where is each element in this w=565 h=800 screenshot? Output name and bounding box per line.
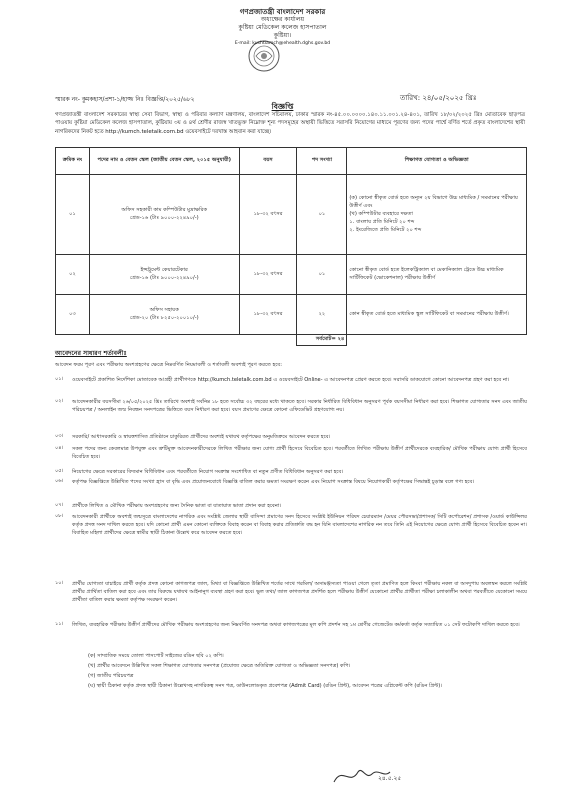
- condition-text: আবেদনকারীর বয়সসীমা ২৬/০৫/২০২৫ খ্রিঃ তারিখে অবশ্যই সর্বনিম্ন ১৮ হতে সর্বোচ্চ ৩২ বছরের মধ্যে থাকতে হবে। সরকার নির্ধারিত বিধিবিধান অনুসরণ পূর্বক বয়সসীমা নির্ধারণ করা হবে। শিক্ষাগত যোগ্যতার সনদ এবং জাতীয় পরিচয়পত্র / অনলাইন জন্ম নিবন্ধন সনদপত্রের ভিত্তিতে বয়স নির্ধারণ করা হবে। বয়স প্রমাণের ক্ষেত্রে কোনো এফিডেভিট গ্রহণযোগ্য নয়।: [72, 399, 527, 414]
- post-grade: গ্রেড-১৬ (টাঃ ৯০০০-২২৪৯০/-): [129, 274, 199, 281]
- col-serial: ক্রমিক নং: [56, 148, 90, 175]
- cell-age: ১৮-৩২ বৎসর: [239, 175, 297, 255]
- condition-number: ০৮।: [55, 513, 64, 519]
- cell-count: ২২: [297, 295, 347, 335]
- condition-text: সরকারি/ আধাসরকারি ও স্বায়ত্তশাসিত প্রতিষ্ঠানে চাকুরিরত প্রার্থীদের অবশ্যই যথাযথ কর্তৃপক্ষের অনুমতিক্রমে আবেদন করতে হবে।: [72, 434, 331, 440]
- cell-post: [89, 255, 239, 295]
- qual-line: ১. বাংলায় প্রতি মিনিটে ২০ শব্দ: [349, 218, 415, 225]
- qual-line: (খ) কম্পিউটার ব্যবহারে দক্ষতা: [349, 210, 413, 217]
- cell-count: ০১: [297, 255, 347, 295]
- total-value: ২৪: [337, 336, 345, 342]
- qual-line: (ক) কোনো স্বীকৃত বোর্ড হতে অন্যূন ২য় বিভাগে উচ্চ মাধ্যমিক / সমমানের পরীক্ষায় উত্তীর্ণ এবং: [349, 194, 518, 209]
- condition-number: ১০।: [55, 580, 64, 586]
- post-name: ইন্সট্রুমেন্ট কেয়ারটেকার: [140, 266, 188, 273]
- condition-text: ওয়েবসাইটে প্রকাশিত নির্দেশিকা মোতাবেক আগ্রহী প্রার্থীগণকে http://kumch.teletalk.com.bd এ ওয়েবসাইটে Online- এ আবেদনপত্র প্রেরণ করতে হবে। সরাসরি ডাকযোগে কোনো আবেদনপত্র গ্রহণ করা হবে না।: [72, 377, 510, 383]
- condition-number: ১১।: [55, 621, 64, 627]
- cell-serial: ০২: [56, 255, 90, 295]
- post-grade: গ্রেড-১৬ (টাঃ ৯০০০-২২৪৯০/-): [129, 214, 199, 221]
- table-row: [56, 295, 527, 335]
- cell-post: [89, 295, 239, 335]
- document-requirement: (খ) প্রার্থীর আবেদনে উল্লিখিত সকল শিক্ষাগত যোগ্যতার সনদপত্র (প্রযোজ্য ক্ষেত্রে অতিরিক্ত যোগ্যতা ও অভিজ্ঞতা সনদপত্র) কপি।: [88, 663, 351, 669]
- header-line2: অধ্যক্ষের কার্যালয়: [260, 16, 305, 23]
- condition-text: প্রার্থীকে লিখিত ও মৌখিক পরীক্ষায় অংশগ্রহণের জন্য দৈনিক ভাতা বা যাতায়াত ভাতা প্রদান করা হবেনা।: [72, 503, 282, 509]
- condition-number: ০৪।: [55, 445, 64, 451]
- cell-age: ১৮-৩২ বৎসর: [239, 255, 297, 295]
- cell-qual: [347, 175, 527, 255]
- qual-line: ২. ইংরেজিতে প্রতি মিনিটে ২০ শব্দ: [349, 226, 422, 233]
- post-name: অফিস সহায়ক: [149, 306, 179, 313]
- condition-number: ০৬।: [55, 478, 64, 484]
- qual-line: কোনো স্বীকৃত বোর্ড হতে ইলেকট্রিক্যাল বা মেকানিক্যাল ট্রেডে উচ্চ মাধ্যমিক সার্টিফিকেট (ভোকেশনাল) পরীক্ষায় উত্তীর্ণ: [349, 266, 504, 281]
- document-requirement: (ক) সাম্প্রতিক সময়ে তোলা পাসপোর্ট সাইজের রঙিন ছবি ০২ কপি।: [88, 653, 224, 659]
- cell-serial: ০১: [56, 175, 90, 255]
- document-requirement: (ঘ) স্থায়ী ঠিকানা কর্তৃক প্রদত্ত স্থায়ী ঠিকানা উল্লেখসহ নাগরিকত্ব সনদ পত্র, ডাউনলোডকৃত প্রবেশপত্র (Admit Card) (রঙিন প্রিন্ট), আবেদন পত্রের এপ্লিকেন্ট কপি (রঙিন প্রিন্ট)।: [88, 683, 443, 689]
- notice-title: বিজ্ঞপ্তি: [271, 102, 294, 111]
- table-row: [56, 175, 527, 255]
- table-row: [56, 255, 527, 295]
- post-grade: গ্রেড-২০ (টাঃ ৮২৫০-২০০১০/-): [129, 314, 199, 321]
- cell-serial: ০৩: [56, 295, 90, 335]
- col-count: পদ সংখ্যা: [297, 148, 347, 175]
- table-total-row: [56, 335, 527, 346]
- col-post: পদের নাম ও বেতন স্কেল (জাতীয় বেতন স্কেল, ২০১৫ অনুযায়ী): [89, 148, 239, 175]
- condition-number: ০১।: [55, 376, 64, 382]
- header-line4: কুষ্টিয়া।: [273, 32, 292, 39]
- condition-number: ০৭।: [55, 502, 64, 508]
- header-line3: কুষ্টিয়া মেডিকেল কলেজ হাসপাতাল: [238, 24, 327, 31]
- cell-count: ০১: [297, 175, 347, 255]
- post-name: অফিস সহকারী কাম কম্পিউটার মুদ্রাক্ষরিক: [121, 206, 208, 213]
- condition-number: ০২।: [55, 398, 64, 404]
- condition-text: কর্তৃপক্ষ বিজ্ঞপ্তিতে উল্লিখিত পদের সংখ্যা হ্রাস বা বৃদ্ধি এবং প্রয়োজনবোধে বিজ্ঞপ্তি বাতিল করার ক্ষমতা সংরক্ষণ করেন এবং নিয়োগ সংক্রান্ত বিষয়ে নিয়োগকারী কর্তৃপক্ষের সিদ্ধান্তই চূড়ান্ত বলে গণ্য হবে।: [72, 479, 475, 485]
- condition-text: লিখিত, ব্যবহারিক পরীক্ষায় উত্তীর্ণ প্রার্থীদের মৌখিক পরীক্ষায় অংশগ্রহণের জন্য নিম্নবর্ণিত সনদপত্র অথবা কাগজপত্রের মূল কপি প্রদর্শন সহ ১ম শ্রেণীর গেজেটেড কর্মকর্তা কর্তৃক সত্যায়িত ০১ সেট ফটোকপি দাখিল করতে হবে।: [72, 622, 520, 628]
- conditions-title: আবেদনের সাধারণ শর্তাবলীঃ: [55, 350, 127, 357]
- condition-text: প্রার্থীর যোগ্যতা যাচাইয়ে প্রার্থী কর্তৃক প্রদত্ত কোনো কাগজপত্র জাল, মিথ্যা বা বিজ্ঞপ্তিতে উল্লিখিত শর্তের সাথে গরমিল/ অসামঞ্জস্যতা পাওয়া গেলে তৃতা প্রমাণিত হলে কিংবা পরীক্ষায় নকল বা অসদুপায় অবলম্বন করলে সংশ্লিষ্ট প্রার্থীর প্রার্থিতা বাতিল করা হবে এবং তার বিরুদ্ধে যথাযথ আইনানুগ ব্যবস্থা গ্রহণ করা হবে। ভুল তথ্য/ জাল কাগজপত্র প্রদর্শিত হলে পরীক্ষায় উত্তীর্ণ যেকোনো প্রার্থীর প্রার্থীতা পরীক্ষা চলাকালীন অথবা পরবর্তীতে যেকোনো সময়ে প্রার্থীতা বাতিল করার ক্ষমতা কর্তৃপক্ষ সংরক্ষণ করেন।: [72, 581, 527, 604]
- header-line1: গণপ্রজাতন্ত্রী বাংলাদেশ সরকার: [239, 8, 326, 16]
- cell-age: ১৮-৩২ বৎসর: [239, 295, 297, 335]
- condition-number: ০৫।: [55, 468, 64, 474]
- qual-line: কোন স্বীকৃত বোর্ড হতে মাধ্যমিক স্কুল সার্টিফিকেট বা সমমানের পরীক্ষায় উত্তীর্ণ।: [349, 310, 509, 317]
- condition-text: সকল পদের জন্য কেবলমাত্র উপযুক্ত এবং ত্রুটিমুক্ত আবেদনকারীদেরকে লিখিত পরীক্ষার জন্য যোগ্য প্রার্থী হিসেবে বিবেচিত হবে। পরবর্তীতে লিখিত পরীক্ষায় উত্তীর্ণ প্রার্থীদেরকে ব্যবহারিক/ মৌখিক পরীক্ষায় যোগ্য প্রার্থী হিসেবে বিবেচিত হবে।: [72, 446, 527, 461]
- cell-qual: [347, 255, 527, 295]
- signature-date: ২৪.৫.২৫: [378, 775, 402, 782]
- condition-text: আবেদনকারী প্রার্থীকে অবশ্যই জন্মসূত্রে বাংলাদেশের নাগরিক এবং সংশ্লিষ্ট জেলার স্থায়ী বাসিন্দা প্রমাণের সনদ হিসেবে সংশ্লিষ্ট ইউনিয়ন পরিষদ চেয়ারম্যান /মেয়র পৌরসভা/প্রশাসক/ সিটি কর্পোরেশন/ প্রশাসক /ওয়ার্ড কাউন্সিলর কর্তৃক প্রদত্ত সনদ দাখিল করতে হবে। যদি কোনো প্রার্থী এমন কোনো ব্যক্তিকে বিবাহ করেন বা বিবাহ করার প্রতিশ্রুতি বদ্ধ হন যিনি বাংলাদেশের নাগরিক নন তবে তিনি এই নিয়োগের ক্ষেত্রে যোগ্য প্রার্থী হিসেবে বিবেচিত হবেন না। বিবাহিত মহিলা প্রার্থীদের ক্ষেত্রে স্বামীর স্থায়ী ঠিকানা উল্লেখ করে আবেদন করতে হবে।: [72, 514, 527, 537]
- memo-date: তারিখ: ২৪/০৫/২০২৫ খ্রিঃ: [400, 94, 477, 102]
- table-header-row: [56, 148, 527, 175]
- col-qual: শিক্ষাগত যোগ্যতা ও অভিজ্ঞতা: [347, 148, 527, 175]
- cell-post: [89, 175, 239, 255]
- col-age: বয়স: [239, 148, 297, 175]
- conditions-lead: আবেদন ফরম পূরণ এবং পরীক্ষায় অংশগ্রহণের ক্ষেত্রে নিম্নবর্ণিত নিয়মাবলী ও শর্তাবলী অবশ্যই পূরণ করতে হবে:: [55, 362, 283, 368]
- condition-text: নিয়োগের ক্ষেত্রে সরকারের বিদ্যমান বিধিবিধান এবং পরবর্তীতে নিয়োগ সংক্রান্ত সংশোধিত বা নতুন প্রণীত বিধিবিধান অনুসরণ করা হবে।: [72, 469, 344, 475]
- document-requirement: (গ) জাতীয় পরিচয়পত্র: [88, 673, 134, 679]
- condition-number: ০৩।: [55, 433, 64, 439]
- intro-paragraph: গণপ্রজাতন্ত্রী বাংলাদেশ সরকারের স্বাস্থ্য সেবা বিভাগ, স্বাস্থ্য ও পরিবার কল্যাণ মন্ত্রণালয়, বাংলাদেশ সচিবালয়, ঢাকার স্মারক নং-৪৫.০০.০০০০.১৪০.১১.০০১.২৪-৪০১, তারিখ ১৮/০২/২০২৫ খ্রিঃ মোতাবেক ছাড়পত্র পাওয়ায় কুষ্টিয়া মেডিকেল কলেজ হাসপাতাল, কুষ্টিয়ায় ৩য় ও ৪র্থ শ্রেণীর রাজস্ব খাতভুক্ত নিম্নোক্ত শূন্য পদসমূহের অস্থায়ী ভিত্তিতে সরাসরি নিয়োগের মাধ্যমে পূরণের জন্য পদের পার্শ্বে বর্ণিত শর্তে প্রকৃত বাংলাদেশের স্থায়ী নাগরিকদের নিকট হতে http://kumch.teletalk.com.bd ওয়েবসাইটে দরখাস্ত আহবান করা যাচ্ছে।: [55, 112, 525, 135]
- total-label: সর্বমোট= ২৪: [297, 335, 347, 346]
- header-email: E-mail: kushtiamch@ehealth.dghs.gov.bd: [234, 41, 331, 46]
- cell-qual: [347, 295, 527, 335]
- header: [0, 8, 565, 48]
- memo-number: স্মারক নং- কুমকহাস/প্রশা-১/হাজ্জ নিঃ বিজ্ঞপ্তি/২০২৫/৬৮২: [55, 96, 195, 103]
- posts-table: [55, 147, 527, 346]
